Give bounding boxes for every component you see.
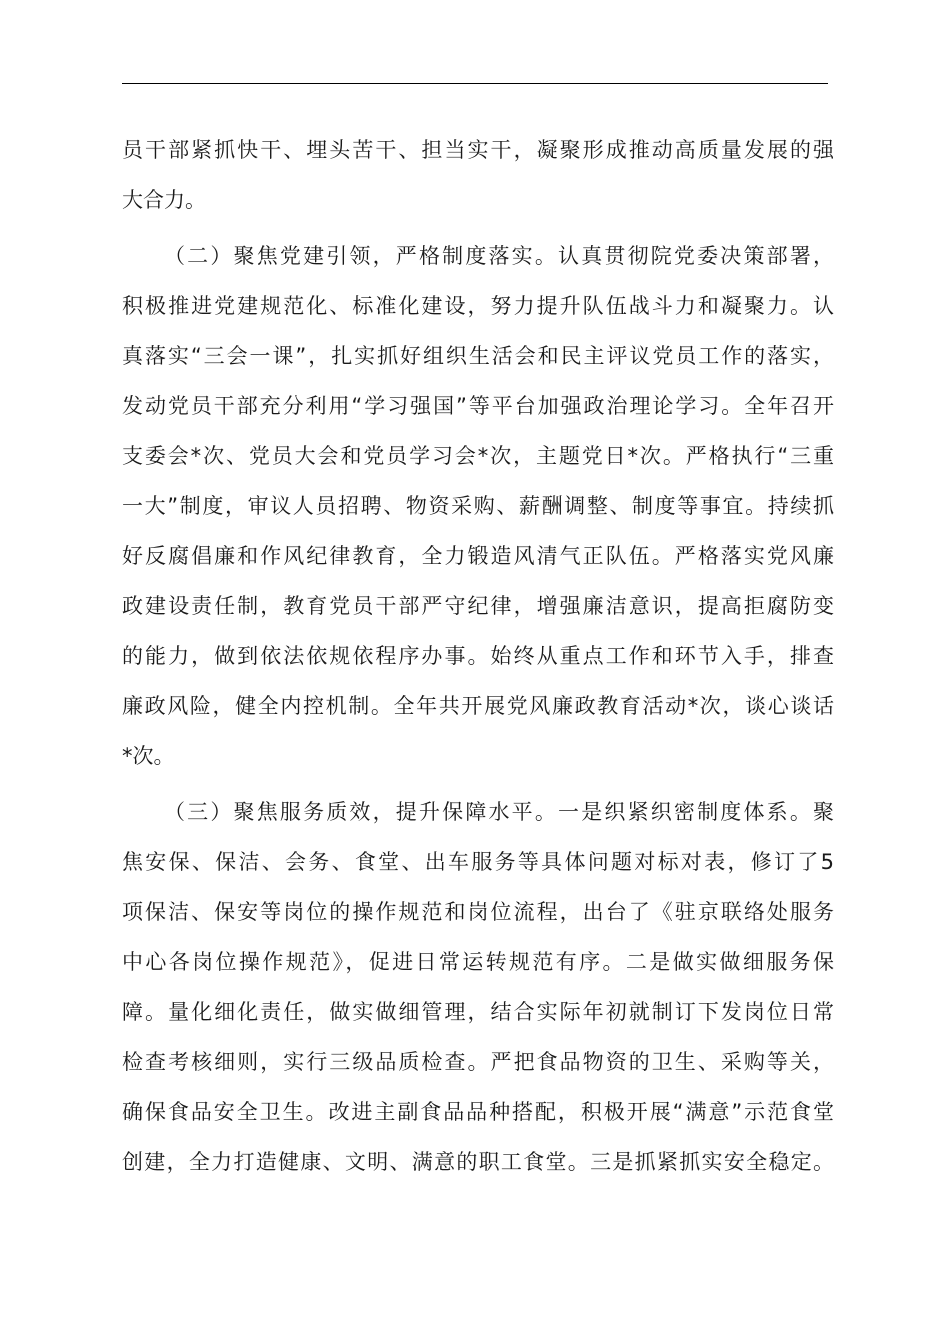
text-line: 确保食品安全卫生。改进主副食品品种搭配，积极开展“满意”示范食堂 xyxy=(122,1100,834,1124)
paragraph-continuation xyxy=(122,125,834,225)
text-line: 真落实“三会一课”，扎实抓好组织生活会和民主评议党员工作的落实， xyxy=(122,344,834,368)
text-line: 积极推进党建规范化、标准化建设，努力提升队伍战斗力和凝聚力。认 xyxy=(122,294,834,318)
text-line: 员干部紧抓快干、埋头苦干、担当实干，凝聚形成推动高质量发展的强 xyxy=(122,138,834,162)
paragraph-service-quality xyxy=(122,787,834,1187)
text-line: 支委会*次、党员大会和党员学习会*次，主题党日*次。严格执行“三重 xyxy=(122,444,834,468)
paragraph-party-building xyxy=(122,231,834,781)
text-line: 的能力，做到依法依规依程序办事。始终从重点工作和环节入手，排查 xyxy=(122,644,834,668)
text-line: 检查考核细则，实行三级品质检查。严把食品物资的卫生、采购等关， xyxy=(122,1050,834,1074)
text-line: 廉政风险，健全内控机制。全年共开展党风廉政教育活动*次，谈心谈话 xyxy=(122,694,834,718)
text-line: *次。 xyxy=(122,744,175,768)
text-line: 中心各岗位操作规范》，促进日常运转规范有序。二是做实做细服务保 xyxy=(122,950,834,974)
text-line: 大合力。 xyxy=(122,188,206,212)
text-line: 障。量化细化责任，做实做细管理，结合实际年初就制订下发岗位日常 xyxy=(122,1000,834,1024)
header-rule xyxy=(122,83,828,84)
text-line: 项保洁、保安等岗位的操作规范和岗位流程，出台了《驻京联络处服务 xyxy=(122,900,834,924)
text-line: 好反腐倡廉和作风纪律教育，全力锻造风清气正队伍。严格落实党风廉 xyxy=(122,544,834,568)
text-line: 创建，全力打造健康、文明、满意的职工食堂。三是抓紧抓实安全稳定。 xyxy=(122,1150,834,1174)
text-line: （二）聚焦党建引领，严格制度落实。认真贯彻院党委决策部署， xyxy=(164,244,834,268)
text-line: 一大”制度，审议人员招聘、物资采购、薪酬调整、制度等事宜。持续抓 xyxy=(122,494,834,518)
text-line: 政建设责任制，教育党员干部严守纪律，增强廉洁意识，提高拒腐防变 xyxy=(122,594,834,618)
text-line: （三）聚焦服务质效，提升保障水平。一是织紧织密制度体系。聚 xyxy=(164,800,834,824)
text-line: 发动党员干部充分利用“学习强国”等平台加强政治理论学习。全年召开 xyxy=(122,394,834,418)
document-body xyxy=(122,125,834,1193)
text-line: 焦安保、保洁、会务、食堂、出车服务等具体问题对标对表，修订了5 xyxy=(122,850,834,874)
